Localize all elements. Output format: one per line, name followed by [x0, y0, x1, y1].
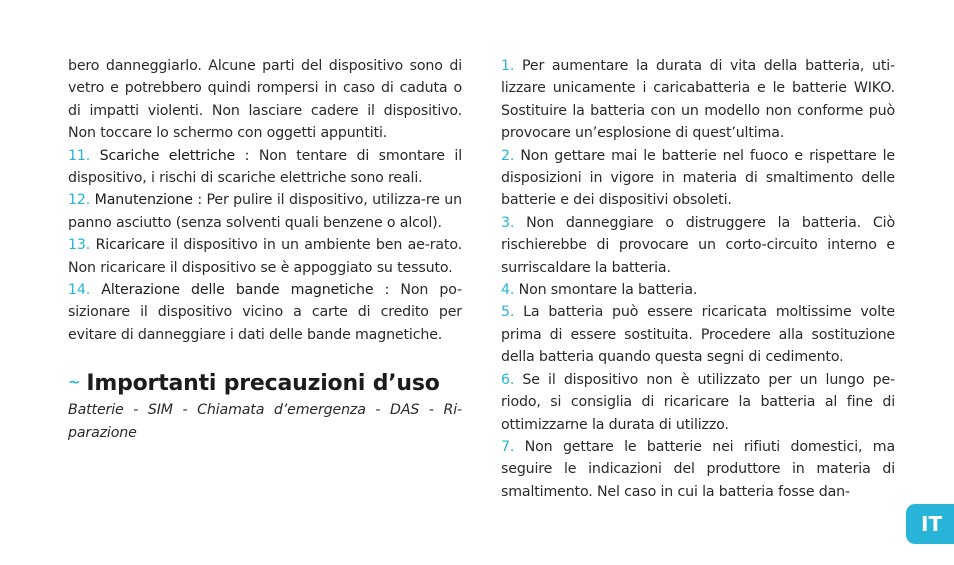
item-number: 11. [68, 147, 91, 164]
item-number: 4. [501, 282, 515, 299]
item-text: Per pulire il dispositivo, utilizza-re un panno asciutto (senza solventi quali benzene o alcol). [68, 192, 462, 231]
list-item [68, 189, 462, 234]
item-text: Non smontare la batteria. [514, 282, 698, 299]
tilde-marker: ~ [68, 373, 81, 392]
section-title [68, 367, 462, 399]
item-number: 12. [68, 192, 91, 209]
list-item [501, 145, 895, 212]
item-text: Non tentare di smontare il dispositivo, i rischi di scariche elettriche sono reali. [68, 147, 462, 187]
item-number: 5. [501, 304, 515, 321]
item-number: 1. [501, 58, 515, 74]
list-item [68, 279, 462, 346]
list-item [501, 301, 895, 368]
item-text: il dispositivo in un ambiente ben ae-rato. Non ricaricare il dispositivo se è appoggiato su tessuto. [68, 237, 462, 276]
item-text: Non gettare le batterie nei rifiuti domestici, ma seguire le indicazioni del produttore in materia di smaltimento. Nel caso in cui la batteria fosse dan- [501, 438, 895, 500]
item-keyword: Alterazione delle bande magnetiche : [101, 282, 390, 299]
left-column [68, 55, 462, 444]
list-item [501, 212, 895, 279]
section-header [68, 367, 462, 444]
item-text: Non po-sizionare il dispositivo vicino a carte di credito per evitare di danneggiare i dati delle bande magnetiche. [68, 282, 462, 343]
list-item [68, 234, 462, 279]
item-text: Se il dispositivo non è utilizzato per un lungo pe-riodo, si consiglia di ricaricare la batteria al fine di ottimizzarne la durata di utilizzo. [501, 371, 895, 433]
item-number: 14. [68, 282, 91, 299]
section-subtitle: Batterie - SIM - Chiamata d’emergenza - DAS - Ri-parazione [68, 402, 462, 441]
item-text: Non danneggiare o distruggere la batteria. Ciò rischierebbe di provocare un corto-circuito interno e surriscaldare la batteria. [501, 214, 895, 276]
item-number: 2. [501, 147, 515, 164]
list-item [501, 279, 895, 301]
list-item [501, 436, 895, 503]
intro-paragraph: bero danneggiarlo. Alcune parti del dispositivo sono di vetro e potrebbero quindi rompersi in caso di caduta o di impatti violenti. Non lasciare cadere il dispositivo. Non toccare lo schermo con oggetti appuntiti. [68, 58, 462, 142]
list-item [68, 145, 462, 190]
right-column [501, 55, 895, 503]
item-text: Per aumentare la durata di vita della batteria, uti-lizzare unicamente i caricabatteria e le batterie WIKO. Sostituire la batteria con un modello non conforme può provocare un’esplosione di quest’ultima. [501, 58, 895, 142]
section-title-text: Importanti precauzioni d’uso [86, 371, 440, 397]
item-keyword: Manutenzione : [94, 192, 202, 209]
item-text: La batteria può essere ricaricata moltissime volte prima di essere sostituita. Procedere alla sostituzione della batteria quando questa segni di cedimento. [501, 304, 895, 366]
item-keyword: Scariche elettriche : [99, 147, 250, 164]
list-item [501, 369, 895, 436]
language-tab: IT [906, 504, 954, 544]
item-number: 7. [501, 438, 515, 455]
item-number: 6. [501, 371, 515, 388]
item-keyword: Ricaricare [95, 237, 165, 254]
item-number: 3. [501, 214, 515, 231]
list-item [501, 55, 895, 145]
item-number: 13. [68, 237, 91, 254]
item-text: Non gettare mai le batterie nel fuoco e rispettare le disposizioni in vigore in materia di smaltimento delle batterie e dei dispositivi obsoleti. [501, 147, 895, 209]
